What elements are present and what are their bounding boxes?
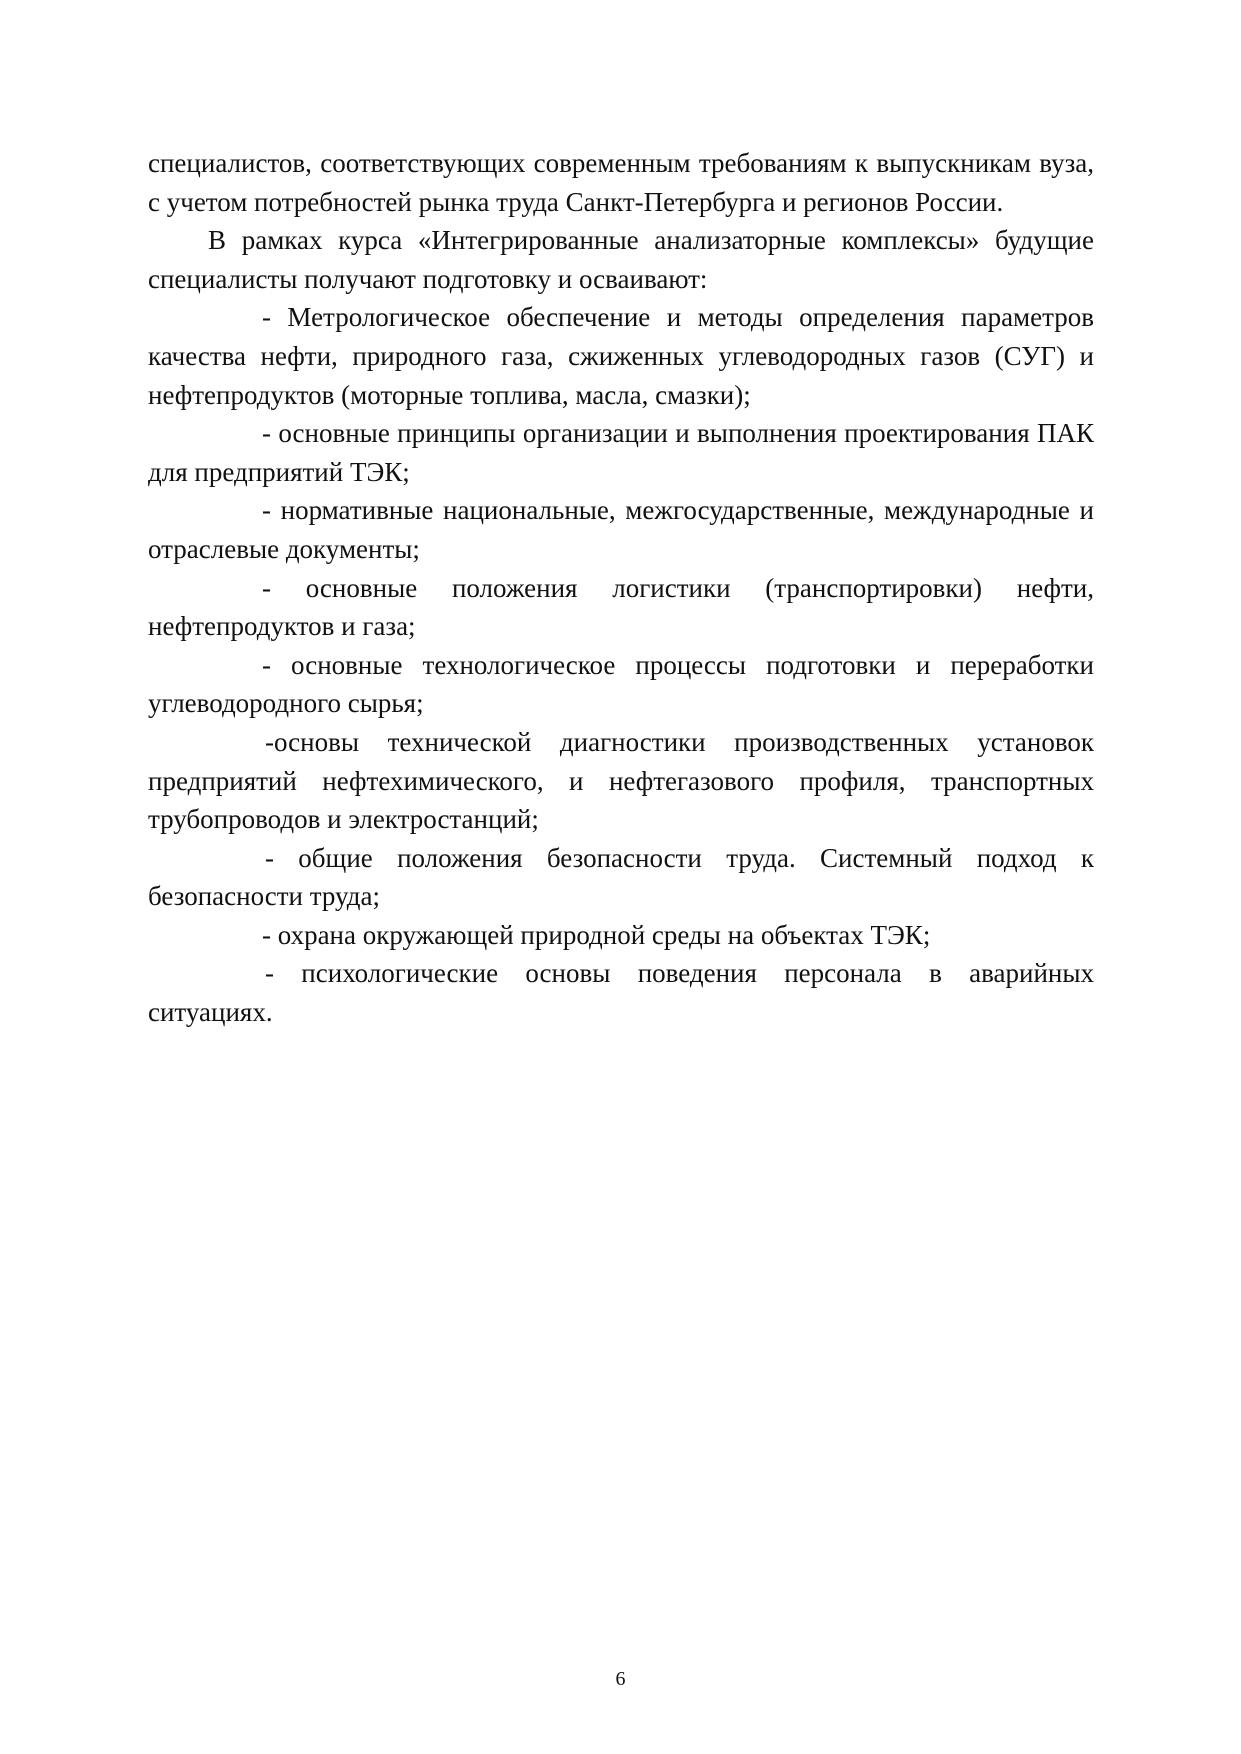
page-number: 6 — [615, 1668, 626, 1690]
paragraph-continuation: специалистов, соответствующих современным требованиям к выпускникам вуза, с учетом потребностей рынка труда Санкт-Петербурга и регионов России. — [148, 148, 1094, 217]
list-item-psychology: - психологические основы поведения персонала в аварийных ситуациях. — [148, 958, 1094, 1028]
list-item-processing: - основные технологическое процессы подготовки и переработки углеводородного сырья; — [148, 649, 1094, 719]
list-item-design-principles: - основные принципы организации и выполнения проектирования ПАК для предприятий ТЭК; — [148, 418, 1094, 487]
paragraph-course-intro: В рамках курса «Интегрированные анализаторные комплексы» будущие специалисты получают подготовку и осваивают: — [148, 225, 1094, 294]
document-body — [148, 144, 1094, 1032]
list-item-environment: - охрана окружающей природной среды на объектах ТЭК; — [262, 919, 931, 950]
list-item-labor-safety: - общие положения безопасности труда. Системный подход к безопасности труда; — [148, 842, 1094, 912]
list-item-logistics: - основные положения логистики (транспортировки) нефти, нефтепродуктов и газа; — [148, 572, 1094, 642]
list-item-metrology: - Метрологическое обеспечение и методы определения параметров качества нефти, природного газа, сжиженных углеводородных газов (СУГ) и нефтепродуктов (моторные топлива, масла, смазки); — [148, 302, 1094, 410]
list-item-diagnostics: -основы технической диагностики производственных установок предприятий нефтехимического, и нефтегазового профиля, транспортных трубопроводов и электростанций; — [148, 726, 1094, 835]
list-item-normative-documents: - нормативные национальные, межгосударственные, международные и отраслевые документы; — [148, 495, 1094, 564]
